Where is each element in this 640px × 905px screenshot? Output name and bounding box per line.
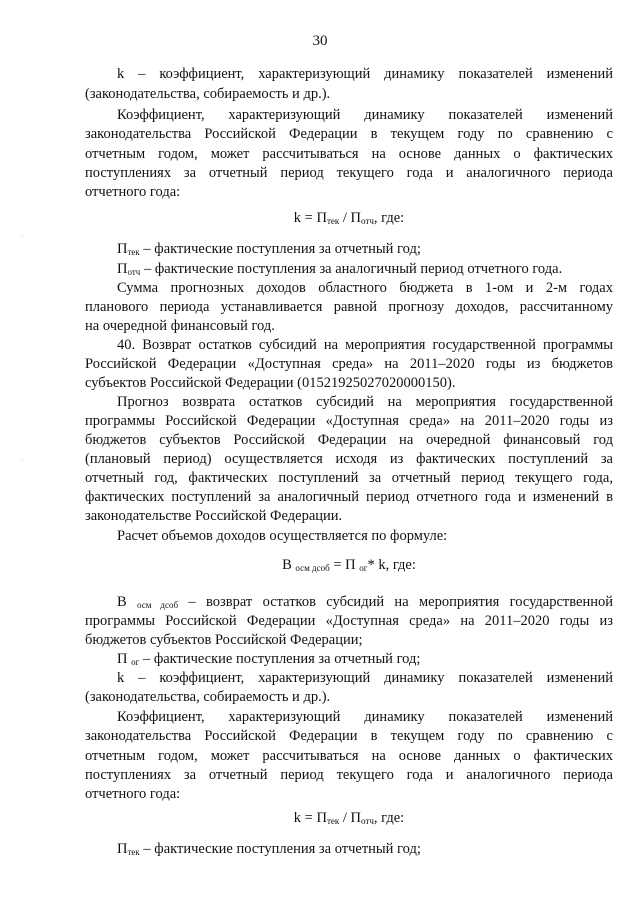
text-fragment: законодательства Российской Федерации в текущем году по сравнению с	[85, 728, 613, 744]
text-fragment: , где:	[373, 210, 405, 226]
text-fragment: программы Российской Федерации «Доступная среда» на 2011–2020 годы из	[85, 613, 613, 629]
text-fragment: k = П	[293, 210, 327, 226]
text-fragment: – фактические поступления за отчетный год;	[139, 841, 421, 857]
text-fragment: отчетного года:	[85, 184, 181, 200]
text-line	[85, 450, 613, 468]
text-line	[85, 355, 613, 373]
text-line	[85, 125, 613, 143]
text-line	[85, 556, 613, 574]
text-line	[85, 183, 613, 201]
text-fragment: законодательства Российской Федерации в текущем году по сравнению с	[85, 126, 613, 142]
text-line	[85, 688, 613, 706]
text-fragment: / П	[339, 210, 362, 226]
text-line	[85, 240, 613, 258]
text-fragment: поступлениях за отчетный период текущего года и аналогичного периода	[85, 767, 613, 783]
text-line	[85, 669, 613, 687]
text-fragment: В	[117, 594, 138, 610]
subscript: отч	[361, 816, 374, 826]
text-line	[85, 785, 613, 803]
text-line	[85, 164, 613, 182]
text-fragment: отчетного года:	[85, 786, 181, 802]
text-fragment: П	[117, 651, 132, 667]
text-line	[85, 708, 613, 726]
margin-mark	[22, 236, 23, 237]
text-line	[85, 336, 613, 354]
text-fragment: В	[282, 557, 296, 573]
page-number: 30	[312, 33, 328, 49]
text-fragment: Коэффициент, характеризующий динамику показателей изменений	[117, 107, 613, 123]
text-line	[85, 374, 613, 392]
text-fragment: поступлениях за отчетный период текущего года и аналогичного периода	[85, 165, 613, 181]
text-fragment: законодательстве Российской Федерации.	[85, 508, 343, 524]
text-line	[85, 809, 613, 827]
text-fragment: бюджетов субъектов Российской Федерации на очередной финансовый год	[85, 432, 613, 448]
text-line	[85, 766, 613, 784]
text-line	[85, 840, 613, 858]
text-fragment: П	[117, 241, 128, 257]
text-line	[85, 469, 613, 487]
subscript: отч	[361, 216, 374, 226]
text-fragment: Сумма прогнозных доходов областного бюджета в 1-ом и 2-м годах	[117, 280, 613, 296]
subscript: тек	[127, 847, 140, 857]
text-fragment: отчетным годом, может рассчитываться на основе данных о фактических	[85, 146, 613, 162]
text-line	[85, 260, 613, 278]
text-line	[85, 298, 613, 316]
text-fragment: k – коэффициент, характеризующий динамику показателей изменений	[117, 670, 613, 686]
text-fragment: (плановый период) осуществляется исходя из фактических поступлений за	[85, 451, 613, 467]
text-fragment: Российской Федерации «Доступная среда» на 2011–2020 годы из бюджетов	[85, 356, 613, 372]
text-line	[85, 612, 613, 630]
text-line	[85, 317, 613, 335]
subscript: тек	[127, 247, 140, 257]
text-line	[85, 65, 613, 83]
text-fragment: (законодательства, собираемость и др.).	[85, 689, 331, 705]
text-line	[85, 431, 613, 449]
text-fragment: планового периода устанавливается равной прогнозу доходов, рассчитанному	[85, 299, 613, 315]
text-fragment: программы Российской Федерации «Доступная среда» на 2011–2020 годы из	[85, 413, 613, 429]
text-line	[85, 106, 613, 124]
text-fragment: – фактические поступления за отчетный год;	[139, 651, 421, 667]
text-fragment: Коэффициент, характеризующий динамику показателей изменений	[117, 709, 613, 725]
text-line	[85, 527, 613, 545]
text-fragment: , где:	[373, 810, 405, 826]
text-fragment: бюджетов субъектов Российской Федерации;	[85, 632, 363, 648]
subscript: тек	[326, 816, 340, 826]
text-fragment: 40. Возврат остатков субсидий на мероприятия государственной программы	[117, 337, 613, 353]
text-line	[85, 593, 613, 611]
subscript: ог	[359, 563, 368, 573]
text-fragment: k = П	[293, 810, 327, 826]
text-fragment: отчетным годом, может рассчитываться на основе данных о фактических	[85, 748, 613, 764]
text-line	[85, 631, 613, 649]
text-fragment: k – коэффициент, характеризующий динамику показателей изменений	[117, 66, 613, 82]
margin-mark	[22, 460, 23, 461]
text-line	[85, 650, 613, 668]
subscript: осм дсоб	[137, 600, 179, 610]
text-line	[85, 279, 613, 297]
text-fragment: на очередной финансовый год.	[85, 318, 275, 334]
text-line	[85, 145, 613, 163]
text-line	[85, 747, 613, 765]
subscript: отч	[127, 267, 141, 277]
text-line	[85, 507, 613, 525]
text-fragment: = П	[329, 557, 360, 573]
text-fragment: (законодательства, собираемость и др.).	[85, 86, 331, 102]
subscript: осм дсоб	[295, 563, 330, 573]
text-fragment: Расчет объемов доходов осуществляется по формуле:	[117, 528, 448, 544]
text-line	[85, 85, 613, 103]
text-fragment: – фактические поступления за аналогичный период отчетного года.	[140, 261, 563, 277]
text-fragment: отчетный год, фактических поступлений за отчетный период текущего года,	[85, 470, 613, 486]
text-fragment: фактических поступлений за аналогичный период отчетного года и изменений в	[85, 489, 613, 505]
text-fragment: Прогноз возврата остатков субсидий на мероприятия государственной	[117, 394, 613, 410]
text-fragment: * k, где:	[367, 557, 416, 573]
text-fragment: / П	[339, 810, 362, 826]
text-line	[85, 488, 613, 506]
text-line	[85, 727, 613, 745]
subscript: ог	[131, 657, 140, 667]
text-line	[85, 209, 613, 227]
text-fragment: П	[117, 841, 128, 857]
text-fragment: П	[117, 261, 128, 277]
text-fragment: – возврат остатков субсидий на мероприятия государственной	[178, 594, 613, 610]
text-fragment: субъектов Российской Федерации (01521925027020000150).	[85, 375, 456, 391]
text-fragment: – фактические поступления за отчетный год;	[139, 241, 421, 257]
text-line	[85, 412, 613, 430]
text-line	[85, 393, 613, 411]
subscript: тек	[326, 216, 340, 226]
